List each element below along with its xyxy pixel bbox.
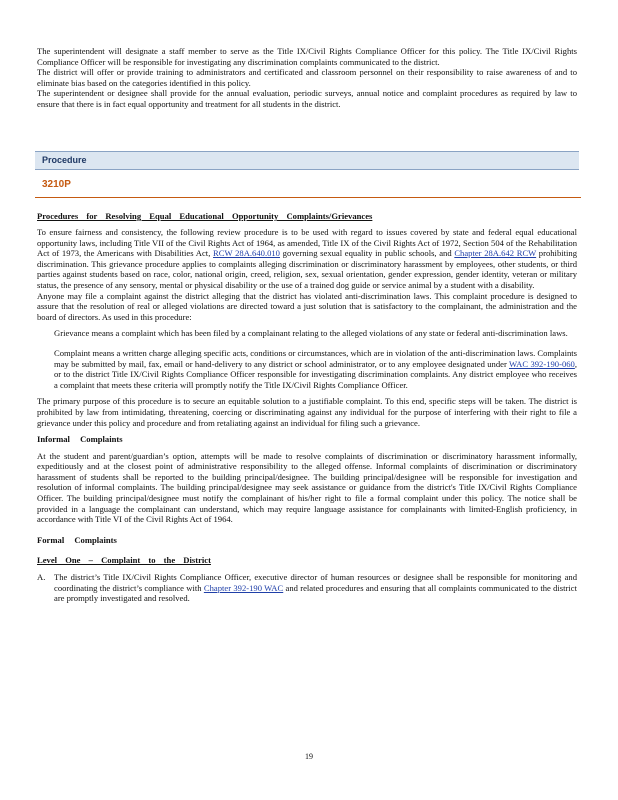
purpose-paragraph: The primary purpose of this procedure is to secure an equitable solution to a justifiable complaint. To this end, specific steps will be taken. The district is prohibited by law from intimidating, threatening, coercing or discriminating against any individual for the purpose of interfering with their right to file a grievance under this policy and procedure and from retaliating against an individual for filing such a grievance. xyxy=(37,396,577,428)
review-text-3: prohibiting discrimination. This grievance procedure applies to complaints alleging discrimination or discriminatory harassment by employees, other students, or third parties against students based on race, color, national origin, creed, religion, sex, sexual orientation, gender expression, gender identity, veteran or military status, the presence of any sensory, mental or physical disability or the use of a trained dog guide or service animal by a student with a disability. xyxy=(37,248,578,290)
intro-paragraph-1: The superintendent will designate a staff member to serve as the Title IX/Civil Rights Compliance Officer for this policy. The Title IX/Civil Rights Compliance Officer will be responsible for investigating any discrimination complaints communicated to the district. xyxy=(37,46,577,67)
complaint-definition-text xyxy=(54,348,577,390)
grievance-definition xyxy=(37,328,577,339)
chapter-28a-642-rcw-link[interactable]: Chapter 28A.642 RCW xyxy=(454,248,537,259)
procedure-body xyxy=(37,227,577,604)
procedures-heading-wrap xyxy=(37,211,577,222)
chapter-392-190-wac-link[interactable]: Chapter 392-190 WAC xyxy=(203,582,284,593)
review-text-2: governing sexual equality in public schools, and xyxy=(279,248,455,259)
complaint-text-2: , or to the district Title IX/Civil Rights Compliance Officer responsible for investigating discrimination complaints. Any district employee who receives a complaint that meets these criteria will promptly notify the Title IX/Civil Rights Compliance Officer. xyxy=(54,358,578,390)
list-marker: A. xyxy=(37,572,46,583)
intro-section xyxy=(37,46,577,110)
wac-392-190-060-link[interactable]: WAC 392-190-060 xyxy=(509,358,575,369)
item-a-text-2: and related procedures and ensuring that all complaints communicated to the district are promptly investigated and resolved. xyxy=(54,582,577,604)
complaint-definition xyxy=(37,348,577,390)
grievance-definition-text: Grievance means a complaint which has been filed by a complainant relating to the alleged violations of any state or federal anti-discrimination laws. xyxy=(54,328,568,339)
informal-complaints-body: At the student and parent/guardian’s option, attempts will be made to resolve complaints of discrimination or discriminatory harassment informally, expeditiously and at the closest point of administrative responsibility to the alleged offense. Informal complaints of discrimination or discriminatory harassment of students shall be reported to the building principal/designee. The building principal/designee will be responsible for investigation and resolution of informal complaints. The building principal/designee may seek assistance or guidance from the district's Title IX/Civil Rights Compliance Officer. The building principal/designee must notify the complainant of his/her right to file a formal complaint under this policy. The notice shall be provided in a language the complainant can understand, which may require language assistance for complainants with limited-English proficiency, in accordance with Title VI of the Civil Rights Act of 1964. xyxy=(37,450,577,525)
anyone-paragraph: Anyone may file a complaint against the district alleging that the district has violated anti-discrimination laws. This complaint procedure is designed to assure that the resolution of real or alleged violations are directed toward a just solution that is satisfactory to the complainant, the administration and the board of directors. As used in this procedure: xyxy=(37,290,577,322)
page-number: 19 xyxy=(305,752,313,761)
procedures-heading: Procedures for Resolving Equal Educational Opportunity Complaints/Grievances xyxy=(37,211,373,221)
section-divider xyxy=(35,197,581,198)
level-one-item-a xyxy=(37,572,577,604)
complaint-text-1: Complaint means a written charge alleging specific acts, conditions or circumstances, which are in violation of the anti-discrimination laws. Complaints may be submitted by mail, fax, email or hand-delivery to any district or school administrator, or to any employee designated under xyxy=(54,347,577,369)
informal-complaints-heading: Informal Complaints xyxy=(37,434,123,445)
policy-number: 3210P xyxy=(42,179,71,190)
review-paragraph xyxy=(37,227,577,291)
level-one-heading: Level One – Complaint to the District xyxy=(37,555,211,566)
review-text-1: To ensure fairness and consistency, the following review procedure is to be used with regard to issues covered by state and federal equal educational opportunity laws, including Title VII of the Civil Rights Act of 1964, as amended, Title IX of the Civil Rights Act of 1972, Section 504 of the Rehabilitation Act of 1973, the Americans with Disabilities Act, xyxy=(37,227,577,259)
intro-paragraph-3: The superintendent or designee shall provide for the annual evaluation, periodic surveys, annual notice and complaint procedures as required by law to ensure that there is in fact equal opportunity and treatment for all students in the district. xyxy=(37,88,577,109)
procedure-section-label: Procedure xyxy=(42,155,87,165)
formal-complaints-heading: Formal Complaints xyxy=(37,534,117,545)
procedure-section-bar xyxy=(35,151,579,170)
rcw-28a-640-010-link[interactable]: RCW 28A.640.010 xyxy=(213,248,280,259)
intro-paragraph-2: The district will offer or provide training to administrators and certificated and classroom personnel on their responsibility to raise awareness of and to eliminate bias based on the categories identified in this policy. xyxy=(37,67,577,88)
item-a-text-1: The district’s Title IX/Civil Rights Compliance Officer, executive director of human resources or designee shall be responsible for monitoring and coordinating the district’s compliance with xyxy=(54,572,577,593)
level-one-item-a-text xyxy=(54,572,577,604)
